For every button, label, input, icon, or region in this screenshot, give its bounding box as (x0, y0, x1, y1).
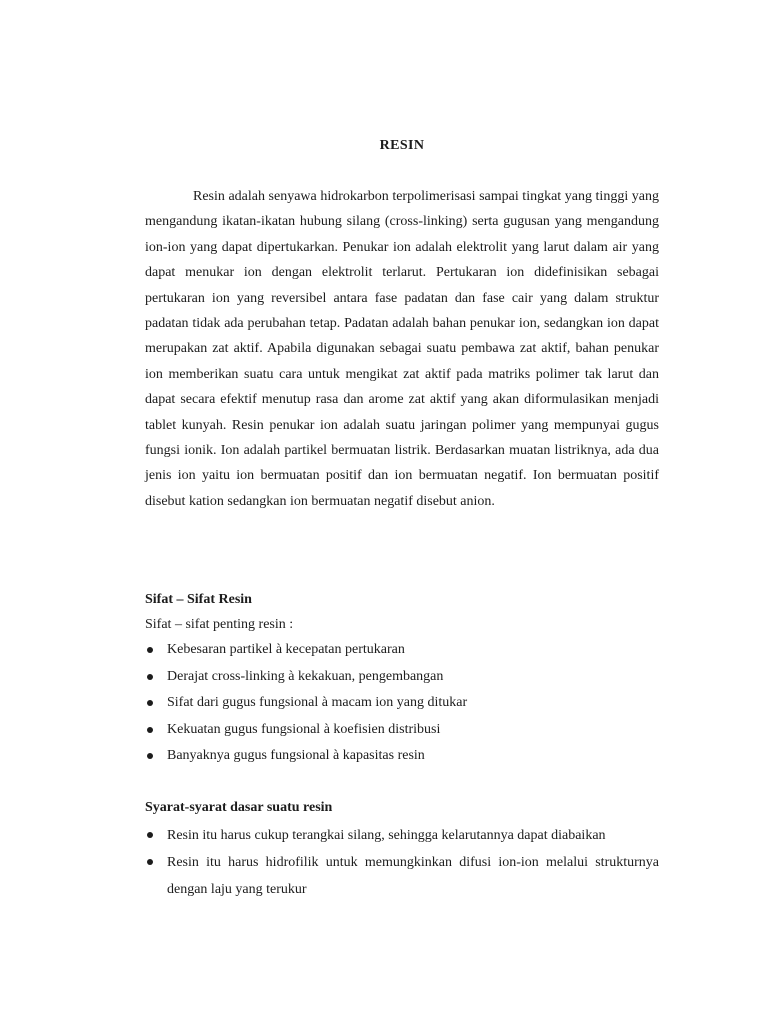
bullet-icon (147, 700, 153, 706)
list-item-text: Sifat dari gugus fungsional à macam ion yang ditukar (167, 695, 468, 711)
list-item-text: Kekuatan gugus fungsional à koefisien distribusi (167, 721, 441, 737)
list-item (145, 822, 659, 849)
list-item (145, 637, 659, 664)
bullet-icon (147, 832, 153, 838)
list-item-text: Resin itu harus hidrofilik untuk memungkinkan difusi ion-ion melalui strukturnya dengan laju yang terukur (167, 855, 659, 897)
properties-heading: Sifat – Sifat Resin (145, 592, 252, 607)
properties-list (145, 637, 659, 770)
list-item (145, 664, 659, 691)
bullet-icon (147, 753, 153, 759)
list-item-text: Resin itu harus cukup terangkai silang, sehingga kelarutannya dapat diabaikan (167, 828, 606, 843)
bullet-icon (147, 674, 153, 680)
bullet-icon (147, 647, 153, 653)
document-title: RESIN (379, 138, 425, 153)
bullet-icon (147, 727, 153, 733)
list-item (145, 690, 659, 717)
requirements-heading: Syarat-syarat dasar suatu resin (145, 800, 333, 815)
list-item-text: Banyaknya gugus fungsional à kapasitas resin (167, 748, 425, 764)
properties-intro: Sifat – sifat penting resin : (145, 617, 294, 632)
list-item (145, 849, 659, 903)
bullet-icon (147, 859, 153, 865)
intro-paragraph: Resin adalah senyawa hidrokarbon terpolimerisasi sampai tingkat yang tinggi yang mengandung ikatan-ikatan hubung silang (cross-linking) serta gugusan yang mengandung ion-ion yang dapat dipertukarkan. Penukar ion adalah elektrolit yang larut dalam air yang dapat menukar ion dengan elektrolit terlarut. Pertukaran ion didefinisikan sebagai pertukaran ion yang reversibel antara fase padatan dan fase cair yang dalam struktur padatan tidak ada perubahan tetap. Padatan adalah bahan penukar ion, sedangkan ion dapat merupakan zat aktif. Apabila digunakan sebagai suatu pembawa zat aktif, bahan penukar ion memberikan suatu cara untuk mengikat zat aktif pada matriks polimer tak larut dan dapat secara efektif menutup rasa dan arome zat aktif yang akan diformulasikan menjadi tablet kunyah. Resin penukar ion adalah suatu jaringan polimer yang mempunyai gugus fungsi ionik. Ion adalah partikel bermuatan listrik. Berdasarkan muatan listriknya, ada dua jenis ion yaitu ion bermuatan positif dan ion bermuatan negatif. Ion bermuatan positif disebut kation sedangkan ion bermuatan negatif disebut anion. (145, 189, 659, 509)
list-item-text: Kebesaran partikel à kecepatan pertukaran (167, 642, 405, 657)
list-item (145, 717, 659, 744)
requirements-list (145, 822, 659, 903)
list-item-text: Derajat cross-linking à kekakuan, pengembangan (167, 668, 444, 684)
list-item (145, 743, 659, 770)
